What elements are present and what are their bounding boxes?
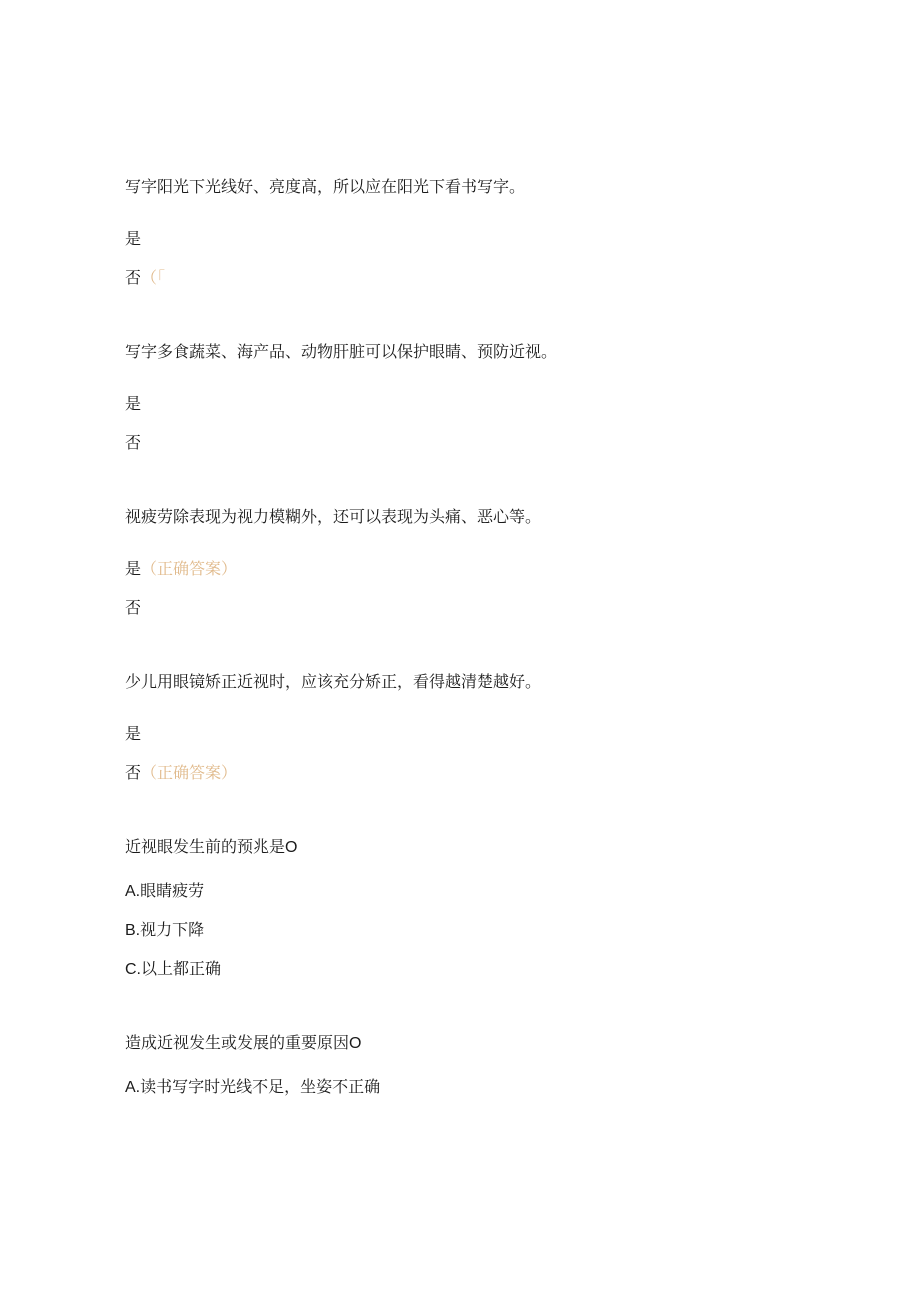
- question-2-text: 写字多食蔬菜、海产品、动物肝脏可以保护眼睛、预防近视。: [125, 342, 558, 361]
- answer-blank: O: [349, 1035, 362, 1052]
- option-label: 是: [125, 394, 142, 413]
- question-1-text: 写字阳光下光线好、亮度高，所以应在阳光下看书写字。: [125, 177, 526, 196]
- question-2-option-yes[interactable]: [125, 394, 141, 414]
- question-5-option-b[interactable]: [125, 920, 204, 941]
- question-3-text: 视疲劳除表现为视力模糊外，还可以表现为头痛、恶心等。: [125, 507, 542, 526]
- option-letter: C.: [125, 961, 141, 978]
- question-2-option-no[interactable]: [125, 433, 141, 453]
- question-3-option-no[interactable]: [125, 598, 141, 618]
- option-label: 读书写字时光线不足，坐姿不正确: [140, 1077, 381, 1096]
- option-label: 是: [125, 724, 142, 743]
- question-text: 近视眼发生前的预兆是: [125, 837, 286, 856]
- option-label: 否: [125, 598, 142, 617]
- answer-tag: （正确答案）: [141, 559, 238, 578]
- answer-tag: （「: [141, 268, 166, 287]
- question-6-text: [125, 1033, 361, 1054]
- question-5-option-c[interactable]: [125, 959, 221, 980]
- option-label: 眼睛疲劳: [140, 881, 205, 900]
- question-6-option-a[interactable]: [125, 1077, 380, 1098]
- option-label: 否: [125, 763, 142, 782]
- question-5-option-a[interactable]: [125, 881, 204, 902]
- question-1-option-no[interactable]: [125, 268, 165, 288]
- question-text: 造成近视发生或发展的重要原因: [125, 1033, 350, 1052]
- question-1-option-yes[interactable]: [125, 229, 141, 249]
- option-label: 视力下降: [140, 920, 205, 939]
- option-label: 以上都正确: [141, 959, 222, 978]
- option-label: 否: [125, 268, 142, 287]
- question-3-option-yes[interactable]: [125, 559, 237, 579]
- option-label: 是: [125, 559, 142, 578]
- option-letter: A.: [125, 883, 141, 900]
- question-4-text: 少儿用眼镜矫正近视时，应该充分矫正，看得越清楚越好。: [125, 672, 542, 691]
- option-letter: B.: [125, 922, 141, 939]
- option-label: 否: [125, 433, 142, 452]
- question-5-text: [125, 837, 297, 858]
- question-4-option-no[interactable]: [125, 763, 237, 783]
- answer-blank: O: [285, 839, 298, 856]
- option-label: 是: [125, 229, 142, 248]
- question-4-option-yes[interactable]: [125, 724, 141, 744]
- answer-tag: （正确答案）: [141, 763, 238, 782]
- option-letter: A.: [125, 1079, 141, 1096]
